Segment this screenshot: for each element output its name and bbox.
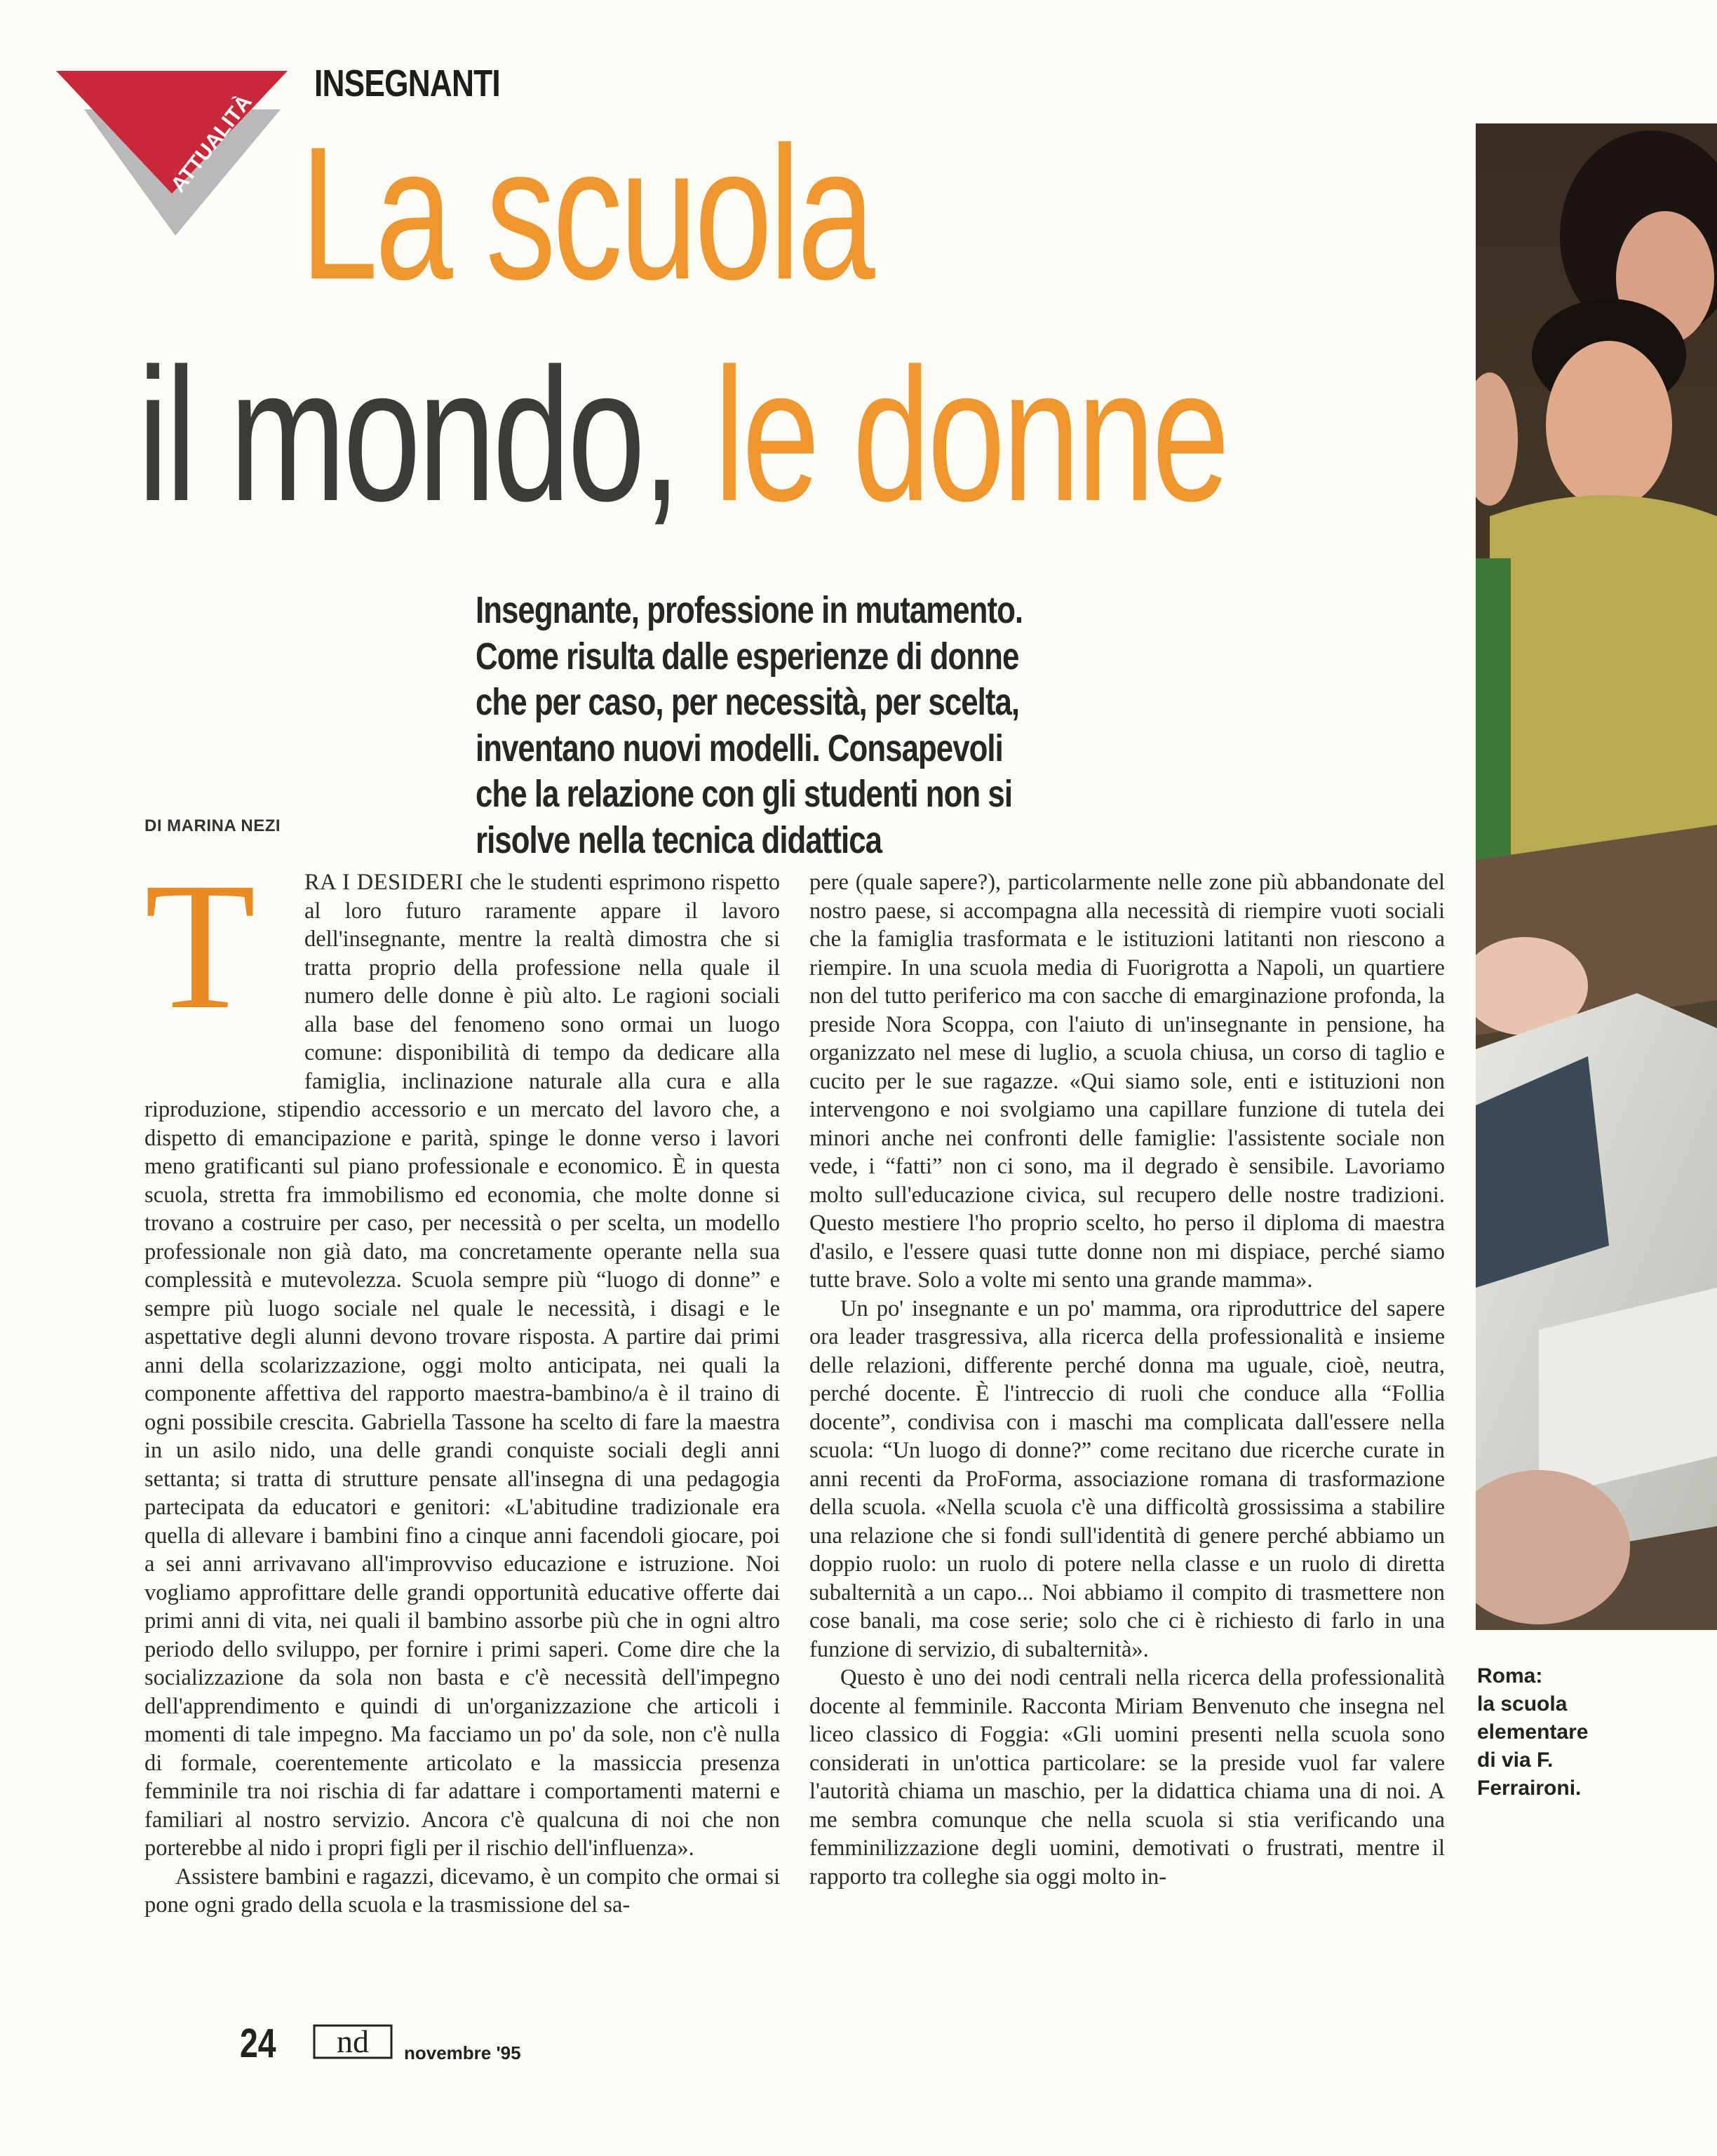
caption-line: Roma: bbox=[1477, 1664, 1543, 1687]
paragraph: pere (quale sapere?), particolarmente nelle zone più abbandonate del nostro paese, si accompagna alla necessità di riempire vuoti sociali che la famiglia trasformata e le istituzioni latitanti non riescono a riempire. In una scuola media di Fuorigrotta a Napoli, un quartiere non del tutto periferico ma con sacche di emarginazione profonda, la preside Nora Scoppa, con l'aiuto di un'insegnante in pensione, ha organizzato nel mese di luglio, a scuola chiusa, un corso di taglio e cucito per le sue ragazze. «Qui siamo sole, enti e istituzioni non intervengono e noi svolgiamo una capillare funzione di tutela dei minori anche nei confronti delle famiglie: l'assistente sociale non vede, i “fatti” non ci sono, ma il degrado è sensibile. Lavoriamo molto sull'educazione civica, sul recupero delle nostre tradizioni. Questo mestiere l'ho proprio scelto, ho perso il diploma di maestra d'asilo, e l'essere quasi tutte donne non mi dispiace, perché siamo tutte brave. Solo a volte mi sento una grande mamma». bbox=[809, 870, 1445, 1293]
headline-line1: La scuola bbox=[300, 108, 873, 319]
paragraph-text: che le studenti esprimono rispetto al loro futuro raramente appare il lavoro dell'insegnante, mentre la realtà dimostra che si tratta proprio della professione nella quale il numero delle donne è più alto. Le ragioni sociali alla base del fenomeno sono ormai un luogo comune: disponibilità di tempo da dedicare alla famiglia, inclinazione naturale alla cura e alla riproduzione, stipendio accessorio e un mercato del lavoro che, a dispetto di emancipazione e parità, spinge le donne verso i lavori meno gratificanti sul piano professionale e economico. È in questa scuola, stretta fra immobilismo ed economia, che molte donne si trovano a costruire per caso, per necessità o per scelta, un modello professionale non già dato, ma concretamente operante nella sua complessità e mutevolezza. Scuola sempre più “luogo di donne” e sempre più luogo sociale nel quale le necessità, i disagi e le aspettative degli alunni devono trovare risposta. A partire dai primi anni della scolarizzazione, oggi molto anticipata, nei quali la componente affettiva del rapporto maestra-bambino/a è il traino di ogni possibile crescita. Gabriella Tassone ha scelto di fare la maestra in un asilo nido, una delle grandi conquiste sociali degli anni settanta; si tratta di strutture pensate all'insegna di una pedagogia partecipata da educatori e genitori: «L'abitudine tradizionale era quella di allevare i bambini fino a cinque anni facendoli giocare, poi a sei anni arrivavano all'improvviso educazione e istruzione. Noi vogliamo approfittare delle grandi opportunità educative offerte dai primi anni di vita, nei quali il bambino assorbe più che in ogni altro periodo dello sviluppo, per fornire i primi saperi. Come dire che la socializzazione da sola non basta e c'è necessità dell'impegno dell'apprendimento e quindi di un'organizzazione che articoli i momenti di tale impegno. Ma facciamo un po' da sole, non c'è nulla di formale, coerentemente articolato e la massiccia presenza femminile tra noi rischia di far adattare i comportamenti materni e familiari al nostro servizio. Ancora c'è qualcuna di noi che non porterebbe al nido i propri figli per il rischio dell'influenza». bbox=[144, 870, 780, 1861]
magazine-logo bbox=[313, 2024, 393, 2059]
caption-line: Ferraironi. bbox=[1477, 1777, 1582, 1800]
section-corner-badge bbox=[56, 67, 295, 250]
section-badge-text: ATTUALITÀ bbox=[166, 90, 257, 197]
logo-text: nd bbox=[337, 2024, 369, 2059]
page-number: 24 bbox=[240, 2021, 276, 2066]
caption-line: elementare bbox=[1477, 1720, 1589, 1744]
lead-in: RA I DESIDERI bbox=[304, 870, 464, 895]
boy-sweater bbox=[1490, 495, 1717, 860]
paragraph: Questo è uno dei nodi centrali nella ricerca della professionalità docente al femminile. Racconta Miriam Benvenuto che insegna nel liceo classico di Foggia: «Gli uomini presenti nella scuola sono considerati in un'ottica particolare: se la preside vuol far valere l'autorità chiama un maschio, per la didattica chiama una di noi. A me sembra comunque che nella scuola si stia verificando una femminilizzazione degli uomini, demotivati o frustrati, mentre il rapporto tra colleghe sia oggi molto in- bbox=[809, 1665, 1445, 1889]
byline: DI MARINA NEZI bbox=[144, 816, 281, 835]
issue-date: novembre '95 bbox=[404, 2042, 521, 2063]
headline-line2-a: il mondo, bbox=[137, 330, 678, 541]
boy-face bbox=[1546, 341, 1672, 509]
paragraph: Assistere bambini e ragazzi, dicevamo, è un compito che ormai si pone ogni grado della scuola e la trasmissione del sa- bbox=[144, 1864, 780, 1918]
article-column-1 bbox=[144, 845, 780, 1920]
standfirst: Insegnante, professione in mutamento. Come risulta dalle esperienze di donne che per caso, per necessità, per scelta, inventano nuovi modelli. Consapevoli che la relazione con gli studenti non si risolve nella tecnica didattica bbox=[476, 589, 1023, 861]
paragraph: Un po' insegnante e un po' mamma, ora riproduttrice del sapere ora leader trasgressiva, alla ricerca della professionalità e insieme delle relazioni, differente perché donna ma uguale, cioè, neutra, perché docente. È l'intreccio di ruoli che conduce alla “Follia docente”, condivisa con i maschi ma complicata dall'essere nella scuola: “Un luogo di donne?” come recitano due ricerche curate in anni recenti da ProForma, associazione romana di trasformazione della scuola. «Nella scuola c'è una difficoltà grossissima a stabilire una relazione che si fondi sull'identità di genere perché abbiamo un doppio ruolo: un ruolo di potere nella classe e un ruolo di diretta subalternità a un capo... Noi abbiamo il compito di trasmettere non cose banali, ma cose serie; solo che ci è richiesto di farlo in una funzione di servizio, di subalternità». bbox=[809, 1295, 1445, 1662]
caption-line: di via F. bbox=[1477, 1749, 1554, 1772]
photo-caption bbox=[1477, 1662, 1588, 1803]
section-label: INSEGNANTI bbox=[314, 62, 500, 105]
headline-line2-b: le donne bbox=[713, 330, 1227, 541]
headline-line2 bbox=[137, 330, 1227, 541]
article-column-2 bbox=[809, 868, 1445, 1891]
drop-cap: T bbox=[144, 845, 256, 1047]
caption-line: la scuola bbox=[1477, 1692, 1568, 1716]
classroom-photo bbox=[1476, 123, 1717, 1630]
